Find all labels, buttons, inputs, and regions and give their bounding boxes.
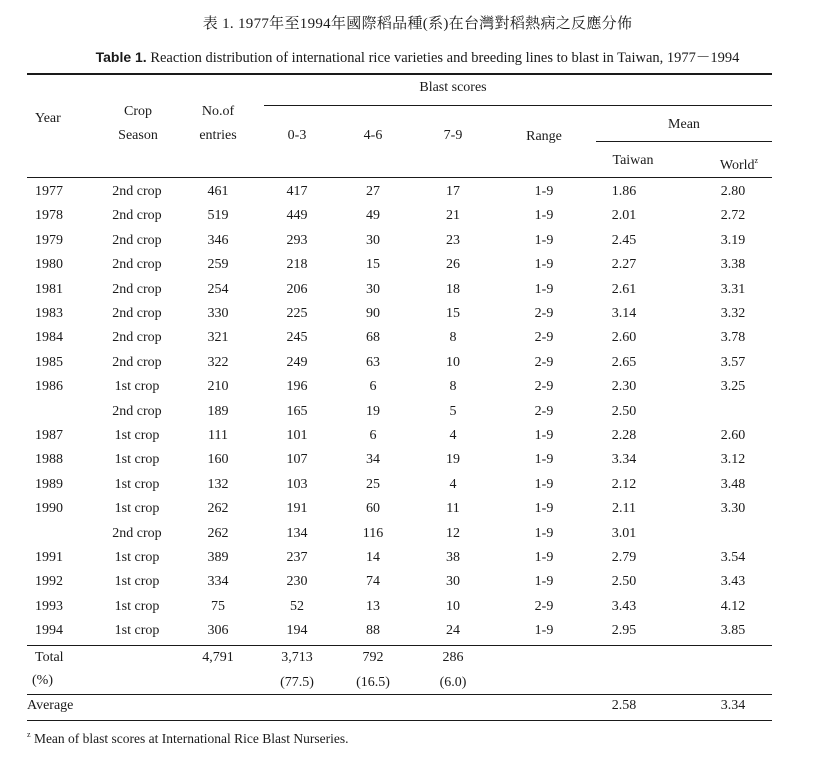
- cell-world: 3.57: [720, 355, 746, 370]
- cell-taiwan: 2.01: [611, 208, 637, 223]
- cell-year: 1994: [35, 623, 63, 638]
- cell-s79: 19: [446, 452, 460, 467]
- cell-crop: 1st crop: [114, 623, 160, 638]
- cell-s46: 49: [366, 208, 380, 223]
- cell-taiwan: 2.60: [611, 330, 637, 345]
- cell-s46: 63: [366, 355, 380, 370]
- cell-taiwan: 2.11: [612, 501, 636, 516]
- cell-s46: 27: [366, 184, 380, 199]
- cell-year: 1991: [35, 550, 63, 565]
- cell-entries: 132: [207, 477, 229, 492]
- cell-taiwan: 3.43: [611, 599, 637, 614]
- cell-crop: 1st crop: [114, 599, 160, 614]
- cell-world: 3.85: [720, 623, 746, 638]
- cell-entries: 111: [208, 428, 228, 443]
- cell-range: 2-9: [534, 355, 554, 370]
- cell-s79: 30: [446, 574, 460, 589]
- cell-year: 1977: [35, 184, 63, 199]
- cell-s03: 165: [286, 404, 308, 419]
- cell-world: 3.43: [720, 574, 746, 589]
- cell-taiwan: 1.86: [611, 184, 637, 199]
- cell-crop: 2nd crop: [112, 404, 162, 419]
- cell-s03: 245: [286, 330, 308, 345]
- cell-range: 2-9: [534, 599, 554, 614]
- cell-year: 1979: [35, 233, 63, 248]
- cell-crop: 1st crop: [114, 477, 160, 492]
- header-world-footnote-mark: z: [754, 156, 759, 165]
- cell-entries: 262: [207, 501, 229, 516]
- cell-entries: 322: [207, 355, 229, 370]
- cell-range: 1-9: [534, 550, 554, 565]
- cell-s79: 15: [446, 306, 460, 321]
- cell-year: 1981: [35, 282, 63, 297]
- cell-crop: 2nd crop: [112, 257, 162, 272]
- table-caption: Reaction distribution of international rice varieties and breeding lines to blast in Taiwan, 1977－1994: [150, 50, 740, 66]
- cell-taiwan: 2.50: [611, 574, 637, 589]
- cell-range: 1-9: [534, 574, 554, 589]
- cell-year: 1987: [35, 428, 63, 443]
- percent-score-7-9: (6.0): [439, 675, 467, 690]
- cell-taiwan: 2.50: [611, 404, 637, 419]
- header-score-0-3: 0-3: [287, 128, 307, 143]
- cell-range: 1-9: [534, 501, 554, 516]
- cell-s03: 206: [286, 282, 308, 297]
- cell-entries: 334: [207, 574, 229, 589]
- percent-bottom-rule: [27, 694, 772, 695]
- cell-s46: 6: [369, 379, 377, 394]
- cell-s46: 60: [366, 501, 380, 516]
- cell-world: 3.48: [720, 477, 746, 492]
- cell-s03: 107: [286, 452, 308, 467]
- cell-crop: 2nd crop: [112, 330, 162, 345]
- header-entries-line2: entries: [199, 128, 237, 143]
- cell-s79: 8: [449, 330, 457, 345]
- average-taiwan: 2.58: [611, 698, 637, 713]
- header-range: Range: [526, 129, 562, 144]
- header-score-7-9: 7-9: [443, 128, 463, 143]
- footnote-mark: z: [27, 730, 31, 739]
- cell-s46: 68: [366, 330, 380, 345]
- cell-s79: 21: [446, 208, 460, 223]
- cell-entries: 330: [207, 306, 229, 321]
- top-rule: [27, 73, 772, 75]
- cell-s03: 101: [286, 428, 308, 443]
- cell-s03: 449: [286, 208, 308, 223]
- cell-range: 1-9: [534, 257, 554, 272]
- header-crop-line2: Season: [118, 128, 158, 143]
- percent-score-0-3: (77.5): [280, 675, 314, 690]
- cell-world: 2.80: [720, 184, 746, 199]
- cell-s46: 30: [366, 282, 380, 297]
- cell-s46: 88: [366, 623, 380, 638]
- cell-s79: 4: [449, 428, 457, 443]
- cell-crop: 1st crop: [114, 550, 160, 565]
- percent-label: (%): [32, 673, 53, 688]
- cell-year: 1985: [35, 355, 63, 370]
- cell-s03: 218: [286, 257, 308, 272]
- cell-world: 4.12: [720, 599, 746, 614]
- cell-crop: 2nd crop: [112, 184, 162, 199]
- total-score-4-6: 792: [362, 650, 384, 665]
- cell-crop: 2nd crop: [112, 208, 162, 223]
- cell-year: 1988: [35, 452, 63, 467]
- header-score-4-6: 4-6: [363, 128, 383, 143]
- cell-year: 1984: [35, 330, 63, 345]
- blast-scores-rule: [264, 105, 772, 106]
- cell-s03: 194: [286, 623, 308, 638]
- header-world: [720, 153, 758, 174]
- cell-s79: 8: [449, 379, 457, 394]
- cell-range: 2-9: [534, 379, 554, 394]
- cell-year: 1978: [35, 208, 63, 223]
- cell-s46: 74: [366, 574, 380, 589]
- cell-taiwan: 3.34: [611, 452, 637, 467]
- percent-score-4-6: (16.5): [356, 675, 390, 690]
- cell-taiwan: 2.45: [611, 233, 637, 248]
- cell-s79: 10: [446, 355, 460, 370]
- cell-entries: 346: [207, 233, 229, 248]
- cell-s46: 13: [366, 599, 380, 614]
- cell-range: 1-9: [534, 233, 554, 248]
- average-label: Average: [27, 698, 74, 713]
- header-world-label: World: [719, 158, 755, 173]
- cell-world: 3.12: [720, 452, 746, 467]
- table-number-label: Table 1.: [95, 49, 147, 65]
- cell-crop: 1st crop: [114, 428, 160, 443]
- cell-taiwan: 2.61: [611, 282, 637, 297]
- header-taiwan: Taiwan: [612, 153, 654, 168]
- cell-taiwan: 2.27: [611, 257, 637, 272]
- cell-s46: 34: [366, 452, 380, 467]
- cell-s03: 52: [290, 599, 304, 614]
- cell-range: 2-9: [534, 306, 554, 321]
- cell-crop: 2nd crop: [112, 282, 162, 297]
- table-title-chinese: 表 1. 1977年至1994年國際稻品種(系)在台灣對稻熱病之反應分佈: [202, 16, 633, 32]
- total-label: Total: [35, 650, 64, 665]
- cell-year: 1989: [35, 477, 63, 492]
- cell-s79: 23: [446, 233, 460, 248]
- cell-range: 1-9: [534, 452, 554, 467]
- cell-s46: 19: [366, 404, 380, 419]
- cell-range: 2-9: [534, 404, 554, 419]
- cell-taiwan: 3.14: [611, 306, 637, 321]
- cell-crop: 2nd crop: [112, 526, 162, 541]
- cell-range: 1-9: [534, 623, 554, 638]
- cell-world: 3.31: [720, 282, 746, 297]
- cell-crop: 1st crop: [114, 379, 160, 394]
- cell-s03: 249: [286, 355, 308, 370]
- cell-entries: 254: [207, 282, 229, 297]
- cell-s03: 134: [286, 526, 308, 541]
- cell-taiwan: 3.01: [611, 526, 637, 541]
- cell-taiwan: 2.28: [611, 428, 637, 443]
- average-world: 3.34: [720, 698, 746, 713]
- cell-world: 3.32: [720, 306, 746, 321]
- cell-range: 1-9: [534, 184, 554, 199]
- cell-world: 2.72: [720, 208, 746, 223]
- cell-world: 3.25: [720, 379, 746, 394]
- cell-s79: 10: [446, 599, 460, 614]
- cell-crop: 1st crop: [114, 452, 160, 467]
- cell-s03: 225: [286, 306, 308, 321]
- cell-range: 1-9: [534, 477, 554, 492]
- cell-s46: 6: [369, 428, 377, 443]
- cell-range: 2-9: [534, 330, 554, 345]
- cell-s03: 230: [286, 574, 308, 589]
- cell-entries: 189: [207, 404, 229, 419]
- cell-world: 3.30: [720, 501, 746, 516]
- cell-year: 1986: [35, 379, 63, 394]
- header-crop-line1: Crop: [124, 104, 152, 119]
- cell-s03: 237: [286, 550, 308, 565]
- cell-year: 1992: [35, 574, 63, 589]
- cell-range: 1-9: [534, 428, 554, 443]
- cell-entries: 160: [207, 452, 229, 467]
- body-bottom-rule: [27, 645, 772, 646]
- total-entries: 4,791: [202, 650, 234, 665]
- cell-year: 1980: [35, 257, 63, 272]
- cell-s79: 26: [446, 257, 460, 272]
- cell-world: 3.78: [720, 330, 746, 345]
- cell-crop: 2nd crop: [112, 233, 162, 248]
- cell-world: 3.19: [720, 233, 746, 248]
- cell-range: 1-9: [534, 282, 554, 297]
- cell-range: 1-9: [534, 526, 554, 541]
- cell-taiwan: 2.12: [611, 477, 637, 492]
- cell-taiwan: 2.30: [611, 379, 637, 394]
- footnote-text: Mean of blast scores at International Rice Blast Nurseries.: [33, 731, 349, 746]
- cell-s79: 5: [449, 404, 457, 419]
- cell-s03: 293: [286, 233, 308, 248]
- header-year: Year: [35, 111, 61, 126]
- cell-entries: 75: [211, 599, 225, 614]
- cell-entries: 210: [207, 379, 229, 394]
- cell-year: 1990: [35, 501, 63, 516]
- total-score-0-3: 3,713: [281, 650, 313, 665]
- cell-s46: 116: [362, 526, 384, 541]
- cell-taiwan: 2.65: [611, 355, 637, 370]
- cell-crop: 2nd crop: [112, 355, 162, 370]
- cell-s46: 14: [366, 550, 380, 565]
- cell-world: 2.60: [720, 428, 746, 443]
- cell-s79: 4: [449, 477, 457, 492]
- cell-s46: 30: [366, 233, 380, 248]
- header-entries-line1: No.of: [201, 104, 235, 119]
- cell-year: 1983: [35, 306, 63, 321]
- cell-s79: 17: [446, 184, 460, 199]
- cell-crop: 1st crop: [114, 501, 160, 516]
- total-score-7-9: 286: [442, 650, 464, 665]
- cell-s03: 196: [286, 379, 308, 394]
- header-blast-scores: Blast scores: [419, 80, 487, 95]
- cell-crop: 1st crop: [114, 574, 160, 589]
- cell-entries: 306: [207, 623, 229, 638]
- cell-entries: 262: [207, 526, 229, 541]
- mean-rule: [596, 141, 772, 142]
- cell-s79: 11: [446, 501, 460, 516]
- cell-entries: 519: [207, 208, 229, 223]
- cell-crop: 2nd crop: [112, 306, 162, 321]
- header-mean: Mean: [668, 117, 700, 132]
- cell-year: 1993: [35, 599, 63, 614]
- cell-world: 3.54: [720, 550, 746, 565]
- cell-s03: 417: [286, 184, 308, 199]
- table-title-english: [0, 46, 835, 67]
- cell-s79: 24: [446, 623, 460, 638]
- cell-taiwan: 2.79: [611, 550, 637, 565]
- cell-s79: 18: [446, 282, 460, 297]
- cell-entries: 259: [207, 257, 229, 272]
- cell-s03: 191: [286, 501, 308, 516]
- cell-s46: 25: [366, 477, 380, 492]
- cell-s79: 12: [446, 526, 460, 541]
- cell-world: 3.38: [720, 257, 746, 272]
- cell-s79: 38: [446, 550, 460, 565]
- cell-taiwan: 2.95: [611, 623, 637, 638]
- cell-entries: 321: [207, 330, 229, 345]
- cell-entries: 389: [207, 550, 229, 565]
- cell-s46: 90: [366, 306, 380, 321]
- cell-range: 1-9: [534, 208, 554, 223]
- header-bottom-rule: [27, 177, 772, 178]
- cell-s46: 15: [366, 257, 380, 272]
- cell-entries: 461: [207, 184, 229, 199]
- table-bottom-rule: [27, 720, 772, 721]
- table-footnote: [27, 730, 348, 747]
- cell-s03: 103: [286, 477, 308, 492]
